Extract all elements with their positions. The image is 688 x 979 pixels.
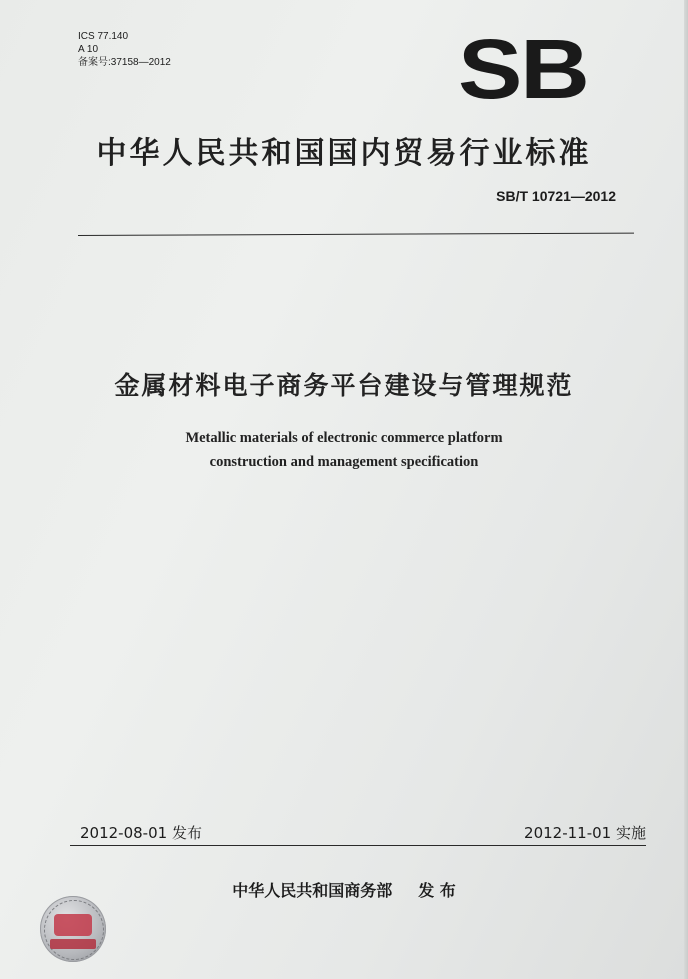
sb-logo: SB [458, 22, 588, 116]
standard-number: SB/T 10721—2012 [496, 188, 616, 204]
title-en-line-2: construction and management specification [209, 454, 479, 470]
document-title-cn: 金属材料电子商务平台建设与管理规范 [114, 371, 574, 400]
org-title: 中华人民共和国国内贸易行业标准 [96, 136, 592, 171]
issuer-line [0, 878, 688, 901]
title-en-line-1: Metallic materials of electronic commerce platform [185, 430, 503, 446]
ccs-code: A 10 [78, 44, 99, 55]
issue-date: 2012-08-01 发布 [80, 824, 202, 842]
seal-band [50, 939, 96, 949]
anti-counterfeit-seal-icon [40, 896, 106, 962]
issuer-name: 中华人民共和国商务部 [232, 881, 393, 900]
document-title-en [0, 426, 688, 474]
seal-emblem [54, 914, 92, 936]
footer-divider [70, 845, 646, 846]
classification-block [78, 30, 171, 69]
header-divider [78, 233, 634, 236]
issuer-action: 发 布 [418, 881, 456, 900]
ics-code: ICS 77.140 [78, 31, 129, 42]
effective-date: 2012-11-01 实施 [524, 824, 646, 842]
filing-number: 备案号:37158—2012 [78, 57, 171, 68]
